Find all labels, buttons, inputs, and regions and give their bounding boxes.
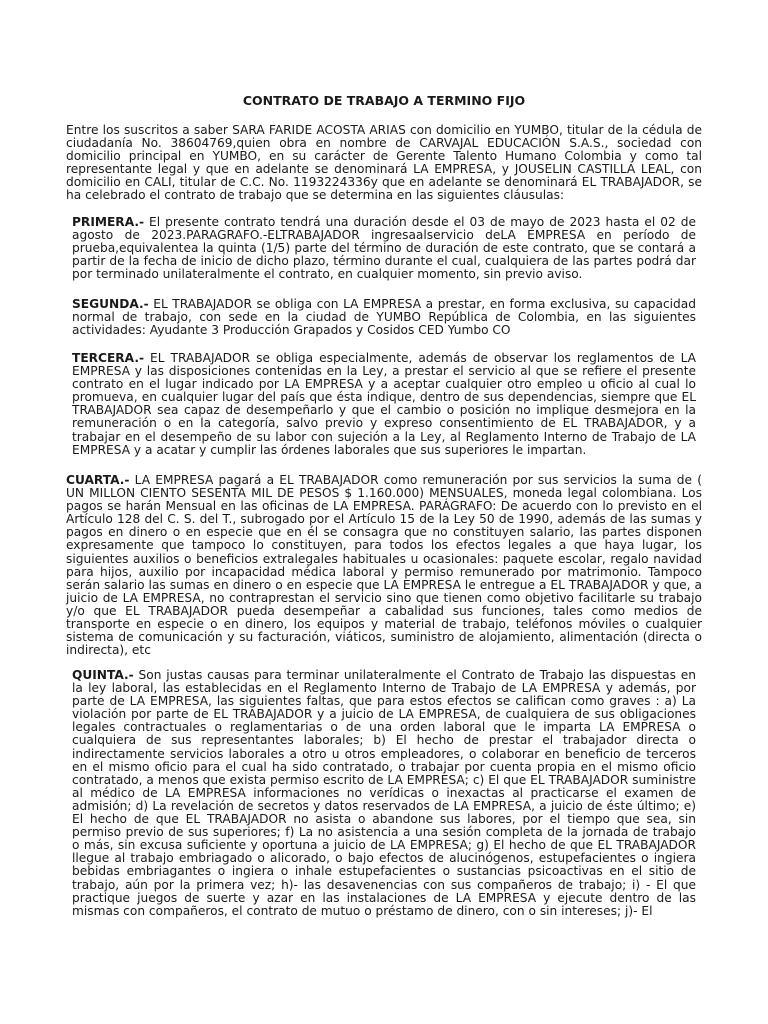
clause-text: LA EMPRESA pagará a EL TRABAJADOR como remuneración por sus servicios la suma de ( UN MILLON CIENTO SESENTA MIL DE PESOS $ 1.160.000) MENSUALES, moneda legal colombiana. Los pagos se harán Mensual en las oficinas de LA EMPRESA. PARÁGRAFO: De acuerdo con lo previsto en el Artículo 128 del C. S. del T., subrogado por el Artículo 15 de la Ley 50 de 1990, además de las sumas y pagos en dinero o en especie que en él se consagra que no constituyen salario, las partes disponen expresamente que tampoco lo constituyen, para todos los efectos legales a que haya lugar, los siguientes auxilios o beneficios extralegales habituales u ocasionales: paquete escolar, regalo navidad para hijos, auxilio por incapacidad médica laboral y permiso remunerado por matrimonio. Tampoco serán salario las sumas en dinero o en especie que LA EMPRESA le entregue a EL TRABAJADOR y que, a juicio de LA EMPRESA, no contraprestan el servicio sino que tienen como objetivo facilitarle su trabajo y/o que EL TRABAJADOR pueda desempeñar a cabalidad sus funciones, tales como medios de transporte en especie o en dinero, los equipos y material de trabajo, teléfonos móviles o cualquier sistema de comunicación y su facturación, viáticos, suministro de alojamiento, alimentación (directa o indirecta), etc bbox=[66, 473, 702, 658]
clause-label: TERCERA.- bbox=[72, 351, 145, 365]
clause-cuarta bbox=[66, 474, 702, 657]
clause-quinta bbox=[72, 669, 696, 918]
clause-text: EL TRABAJADOR se obliga especialmente, además de observar los reglamentos de LA EMPRESA y las disposiciones contenidas en la Ley, a prestar el servicio al que se refiere el presente contrato en el lugar indicado por LA EMPRESA y a aceptar cualquier otro empleo u oficio al cual lo promueva, en cualquier lugar del país que ésta indique, dentro de sus dependencias, siempre que EL TRABAJADOR sea capaz de desempeñarlo y que el cambio o posición no implique desmejora en la remuneración o en la categoría, salvo previo y expreso consentimiento de EL TRABAJADOR, y a trabajar en el desempeño de su labor con sujeción a la Ley, al Reglamento Interno de Trabajo de LA EMPRESA y a acatar y cumplir las órdenes laborales que sus superiores le impartan. bbox=[72, 351, 696, 457]
clause-primera bbox=[72, 216, 696, 281]
clause-label: SEGUNDA.- bbox=[72, 297, 149, 311]
document-title: CONTRATO DE TRABAJO A TERMINO FIJO bbox=[242, 93, 526, 108]
clause-label: CUARTA.- bbox=[66, 473, 130, 487]
clause-label: PRIMERA.- bbox=[72, 215, 145, 229]
clause-segunda bbox=[72, 298, 696, 337]
clause-tercera bbox=[72, 352, 696, 457]
intro-paragraph: Entre los suscritos a saber SARA FARIDE ACOSTA ARIAS con domicilio en YUMBO, titular de la cédula de ciudadanía No. 38604769,quien obra en nombre de CARVAJAL EDUCACIÓN S.A.S., sociedad con domicilio principal en YUMBO, en su carácter de Gerente Talento Humano Colombia y como tal representante legal y que en adelante se denominará LA EMPRESA, y JOUSELIN CASTILLA LEAL, con domicilio en CALI, titular de C.C. No. 1193224336y que en adelante se denominará EL TRABAJADOR, se ha celebrado el contrato de trabajo que se determina en las siguientes cláusulas: bbox=[66, 123, 702, 203]
clause-text: El presente contrato tendrá una duración desde el 03 de mayo de 2023 hasta el 02 de agosto de 2023.PARAGRAFO.-ELTRABAJADOR ingresaalservicio deLA EMPRESA en período de prueba,equivalentea la quinta (1/5) parte del término de duración de este contrato, que se contará a partir de la fecha de inicio de dicho plazo, término durante el cual, cualquiera de las partes podrá dar por terminado unilateralmente el contrato, en cualquier momento, sin previo aviso. bbox=[72, 215, 696, 282]
clause-text: Son justas causas para terminar unilateralmente el Contrato de Trabajo las dispuestas en la ley laboral, las establecidas en el Reglamento Interno de Trabajo de LA EMPRESA y además, por parte de LA EMPRESA, las siguientes faltas, que para estos efectos se califican como graves : a) La violación por parte de EL TRABAJADOR y a juicio de LA EMPRESA, de cualquiera de sus obligaciones legales contractuales o reglamentarias o de una orden laboral que le imparta LA EMPRESA o cualquiera de sus representantes laborales; b) El hecho de prestar el trabajador directa o indirectamente servicios laborales a otro u otros empleadores, o colaborar en beneficio de terceros en el mismo oficio para el cual ha sido contratado, o trabajar por cuenta propia en el mismo oficio contratado, a menos que exista permiso escrito de LA EMPRESA; c) El que EL TRABAJADOR suministre al médico de LA EMPRESA informaciones no verídicas o inexactas al practicarse el examen de admisión; d) La revelación de secretos y datos reservados de LA EMPRESA, a juicio de éste último; e) El hecho de que EL TRABAJADOR no asista o abandone sus labores, por el tiempo que sea, sin permiso previo de sus superiores; f) La no asistencia a una sesión completa de la jornada de trabajo o más, sin excusa suficiente y oportuna a juicio de LA EMPRESA; g) El hecho de que EL TRABAJADOR llegue al trabajo embriagado o alicorado, o bajo efectos de alucinógenos, estupefacientes o ingiera bebidas embriagantes o ingiera o inhale estupefacientes o sustancias psicoactivas en el sitio de trabajo, aún por la primera vez; h)- las desavenencias con sus compañeros de trabajo; i) - El que practique juegos de suerte y azar en las instalaciones de LA EMPRESA y ejecute dentro de las mismas con compañeros, el contrato de mutuo o préstamo de dinero, con o sin intereses; j)- El bbox=[72, 668, 696, 918]
clause-text: EL TRABAJADOR se obliga con LA EMPRESA a prestar, en forma exclusiva, su capacidad normal de trabajo, con sede en la ciudad de YUMBO República de Colombia, en las siguientes actividades: Ayudante 3 Producción Grapados y Cosidos CED Yumbo CO bbox=[72, 297, 696, 338]
clause-label: QUINTA.- bbox=[72, 668, 134, 682]
